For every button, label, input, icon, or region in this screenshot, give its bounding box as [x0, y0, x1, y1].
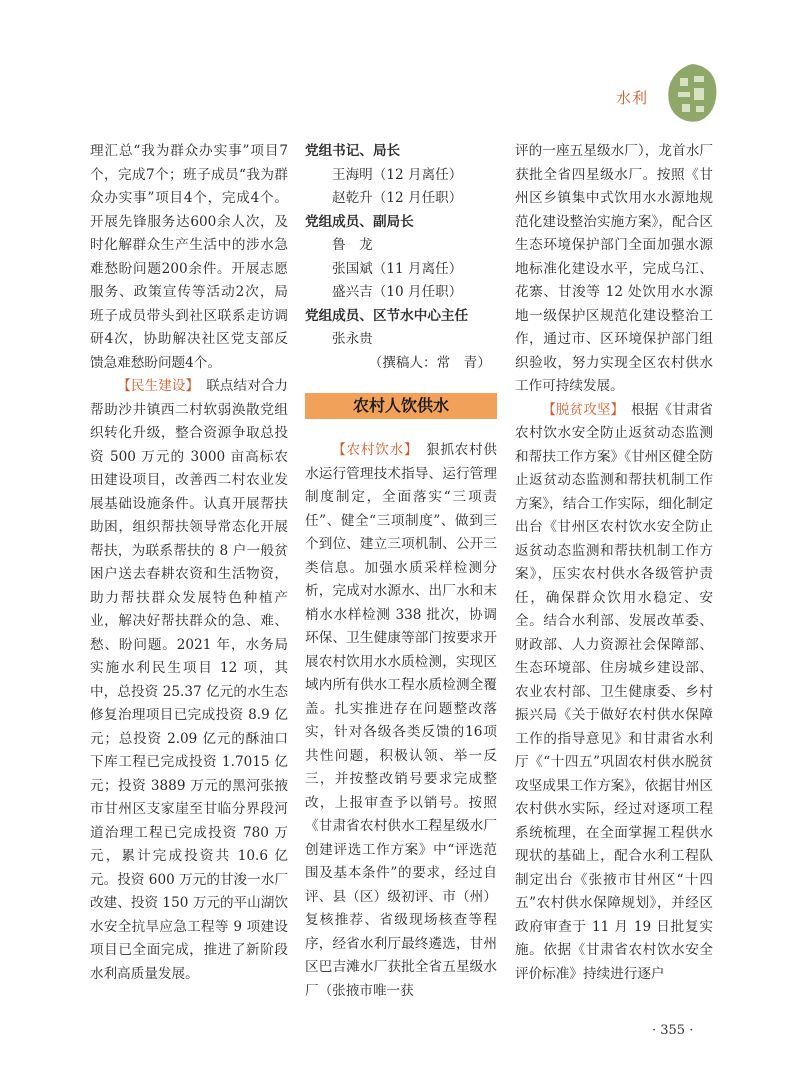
- keyword-heading: 【民生建设】: [117, 378, 193, 394]
- page-number: · 355 ·: [652, 1023, 694, 1038]
- author-credit: （撰稿人：常 青）: [368, 354, 491, 371]
- column-left: [90, 140, 288, 986]
- section-title-bar: 农村人饮供水: [305, 393, 497, 419]
- paragraph: [305, 439, 497, 1003]
- paragraph: 理汇总“我为群众办实事”项目7个，完成7个；班子成员“我为群众办实事”项目4个，完成4个。开展先锋服务达600余人次，及时化解群众生产生活中的涉水急难愁盼问题200余件。开展志愿服务、政策宣传等活动2次，局班子成员带头到社区联系走访调研4次，协助解决社区党支部反馈急难愁盼问题4个。: [90, 143, 288, 371]
- role-title: 党组成员、副局长: [305, 213, 414, 230]
- role-title: 党组成员、区节水中心主任: [305, 307, 469, 324]
- section-header-label: 水利: [616, 89, 649, 107]
- person-name: 赵乾升（12 月任职）: [332, 190, 463, 206]
- person-name: 王海明（12 月离任）: [332, 166, 463, 183]
- column-right: [515, 140, 713, 986]
- paragraph-text: 根据《甘肃省农村饮水安全防止返贫动态监测和帮扶工作方案》《甘州区健全防止返贫动态监测和帮扶机制工作方案》，结合工作实际，细化制定出台《甘州区农村饮水安全防止返贫动态监测和帮扶机制工作方案》，压实农村供水各级管护责任，确保群众饮用水稳定、安全。结合水利部、发展改革委、财政部、人力资源社会保障部、生态环境部、住房城乡建设部、农业农村部、卫生健康委、乡村振兴局《关于做好农村供水保障工作的指导意见》和甘肃省水利厅《“十四五”巩固农村供水脱贫攻坚成果工作方案》，依据甘州区农村供水实际，经过对逐项工程系统梳理，在全面掌握工程供水现状的基础上，配合水利工程队制定出台《张掖市甘州区“十四五”农村供水保障规划》，并经区政府审查于 11 月 19 日批复实施。依据《甘肃省农村饮水安全评价标准》持续进行逐户: [515, 401, 714, 982]
- paragraph-text: 联点结对合力帮助沙井镇西二村软弱涣散党组织转化升级，整合资源争取总投资 500 万元的 3000 亩高标农田建设项目，改善西二村农业发展基础设施条件。认真开展帮扶助困，组织帮扶领导常态化开展帮扶，为联系帮扶的 8 户一般贫困户送去春耕农资和生活物资，助力帮扶群众发展特色种植产业，解决好帮扶群众的急、难、愁、盼问题。2021 年，水务局实施水利民生项目 12 项，其中，总投资 25.37 亿元的水生态修复治理项目已完成投资 8.9 亿元；总投资 2.09 亿元的酥油口下库工程已完成投资 1.7015 亿元；投资 3889 万元的黑河张掖市甘州区支家崖至甘临分界段河道治理工程已完成投资 780 万元，累计完成投资共 10.6 亿元。投资 600 万元的甘浚一水厂改建、投资 150 万元的平山湖饮水安全抗旱应急工程等 9 项建设项目已全面完成，推进了新阶段水利高质量发展。: [90, 378, 289, 982]
- column-middle: [305, 140, 497, 1003]
- seal-stamp-icon: [666, 62, 718, 124]
- keyword-heading: 【农村饮水】: [332, 442, 412, 458]
- person-name: 张国斌（11 月离任）: [332, 260, 463, 277]
- paragraph: [515, 399, 713, 987]
- paragraph: [90, 375, 288, 986]
- role-title: 党组书记、局长: [305, 143, 401, 159]
- keyword-heading: 【脱贫攻坚】: [542, 401, 618, 418]
- person-name: 鲁 龙: [332, 237, 373, 253]
- person-name: 张永贵: [332, 331, 373, 347]
- paragraph-text: 狠抓农村供水运行管理技术指导、运行管理制度制定，全面落实“三项责任”、健全“三项制度”、做到三个到位、建立三项机制、公开三类信息。加强水质采样检测分析，完成对水源水、出厂水和末梢水水样检测 338 批次，协调环保、卫生健康等部门按要求开展农村饮用水水质检测，实现区域内所有供水工程水质检测全覆盖。扎实推进存在问题整改落实，针对各级各类反馈的16项共性问题，积极认领、举一反三，并按整改销号要求完成整改，上报审查予以销号。按照《甘肃省农村供水工程星级水厂创建评选工作方案》中“评选范围及基本条件”的要求，经过自评、县（区）级初评、市（州）复核推荐、省级现场核查等程序，经省水利厅最终遴选，甘州区巴吉滩水厂获批全省五星级水厂（张掖市唯一获: [305, 442, 498, 999]
- person-name: 盛兴吉（10 月任职）: [332, 284, 463, 300]
- paragraph: 评的一座五星级水厂），龙首水厂获批全省四星级水厂。按照《甘州区乡镇集中式饮用水水源地规范化建设整治实施方案》，配合区生态环境保护部门全面加强水源地标准化建设水平，完成乌江、花寨、甘浚等 12 处饮用水水源地一级保护区规范化建设整治工作，通过市、区环境保护部门组织验收，努力实现全区农村供水工作可持续发展。: [515, 143, 713, 394]
